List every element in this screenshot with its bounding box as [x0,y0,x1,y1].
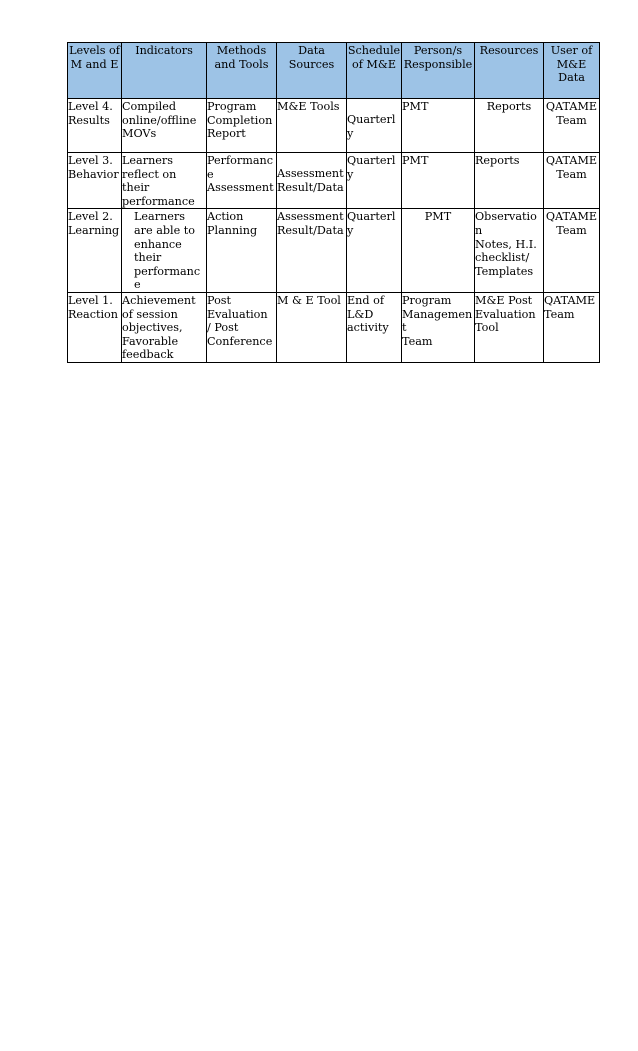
cell-sources: Assessment Result/Data [277,209,347,293]
header-indicators: Indicators [122,43,207,99]
cell-person: PMT [402,153,475,209]
cell-schedule: Quarterly [347,99,402,153]
header-resources: Resources [475,43,544,99]
cell-resources: M&E Post Evaluation Tool [475,292,544,362]
cell-methods: Post Evaluation / Post Conference [207,292,277,362]
header-sources: Data Sources [277,43,347,99]
cell-methods: Action Planning [207,209,277,293]
cell-person: PMT [402,209,475,293]
table-row [68,99,600,153]
cell-schedule: Quarterly [347,209,402,293]
cell-indicators: Learners are able to enhance their performance [122,209,207,293]
cell-resources: Observation Notes, H.I. checklist/ Templates [475,209,544,293]
cell-sources: Assessment Result/Data [277,153,347,209]
cell-level: Level 3. Behavior [68,153,122,209]
cell-indicators: Compiled online/offline MOVs [122,99,207,153]
cell-schedule: End of L&D activity [347,292,402,362]
header-schedule: Schedule of M&E [347,43,402,99]
cell-person: Program Management Team [402,292,475,362]
cell-user: QATAME Team [544,99,600,153]
cell-user: QATAME Team [544,292,600,362]
header-methods: Methods and Tools [207,43,277,99]
table-header-row [68,43,600,99]
header-person: Person/s Responsible [402,43,475,99]
header-user: User of M&E Data [544,43,600,99]
cell-methods: Program Completion Report [207,99,277,153]
cell-resources: Reports [475,99,544,153]
cell-level: Level 1. Reaction [68,292,122,362]
me-framework-table [67,42,600,363]
cell-sources: M & E Tool [277,292,347,362]
cell-user: QATAME Team [544,209,600,293]
cell-sources: M&E Tools [277,99,347,153]
table-row [68,292,600,362]
table-row [68,209,600,293]
cell-person: PMT [402,99,475,153]
cell-schedule: Quarterly [347,153,402,209]
cell-level: Level 2. Learning [68,209,122,293]
cell-level: Level 4. Results [68,99,122,153]
cell-indicators: Achievement of session objectives, Favorable feedback [122,292,207,362]
cell-indicators: Learners reflect on their performance [122,153,207,209]
table-row [68,153,600,209]
header-levels: Levels of M and E [68,43,122,99]
cell-resources: Reports [475,153,544,209]
cell-methods: Performance Assessment [207,153,277,209]
cell-user: QATAME Team [544,153,600,209]
